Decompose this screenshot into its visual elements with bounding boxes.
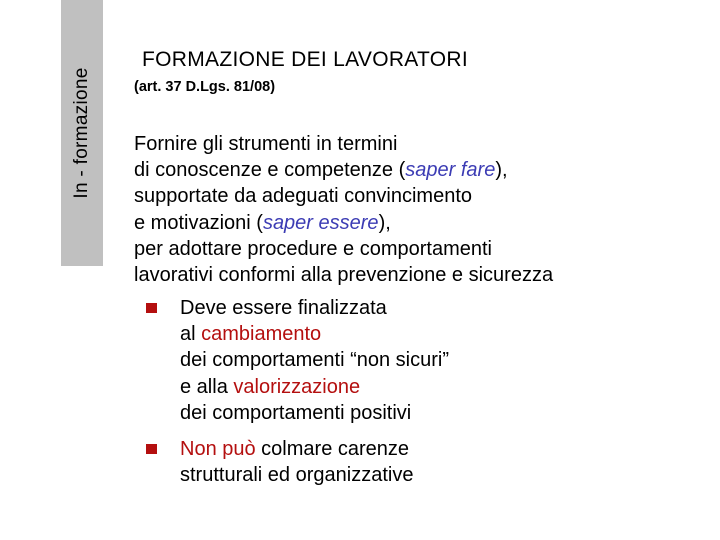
intro-paragraph (134, 131, 553, 288)
intro-line (134, 157, 553, 183)
emphasis-saper-essere: saper essere (262, 211, 379, 234)
bullet-item (180, 295, 449, 426)
intro-line: supportate da adeguati convincimento (134, 185, 473, 208)
intro-line (134, 210, 553, 236)
bullet-line: dei comportamenti positivi (180, 401, 412, 424)
bullet-line (180, 321, 449, 347)
intro-line: lavorativi conformi alla prevenzione e sicurezza (134, 264, 554, 287)
square-bullet-icon (146, 444, 157, 454)
bullet-line: strutturali ed organizzative (180, 464, 414, 487)
intro-line: Fornire gli strumenti in termini (134, 133, 398, 155)
emphasis-non-puo: Non può (180, 438, 256, 460)
bullet-item (180, 436, 413, 488)
emphasis-valorizzazione: valorizzazione (233, 375, 361, 398)
bullet-line (180, 374, 449, 400)
page-subtitle: (art. 37 D.Lgs. 81/08) (134, 79, 276, 95)
bullet-text: al (180, 323, 202, 346)
page-title: FORMAZIONE DEI LAVORATORI (142, 48, 469, 71)
emphasis-cambiamento: cambiamento (201, 323, 322, 346)
emphasis-saper-fare: saper fare (405, 159, 496, 182)
intro-text: e motivazioni ( (134, 211, 263, 234)
side-tab-label: In - formazione (71, 67, 92, 199)
bullet-line: dei comportamenti “non sicuri” (180, 349, 449, 372)
intro-line: per adottare procedure e comportamenti (134, 237, 492, 260)
bullet-text: colmare carenze (255, 438, 410, 460)
bullet-line: Deve essere finalizzata (180, 297, 387, 319)
bullet-text: e alla (180, 375, 234, 398)
side-tab (61, 0, 103, 266)
intro-text: ), (378, 211, 391, 234)
intro-text: ), (495, 159, 508, 182)
bullet-line (180, 436, 413, 462)
intro-text: di conoscenze e competenze ( (134, 159, 406, 182)
square-bullet-icon (146, 303, 157, 313)
